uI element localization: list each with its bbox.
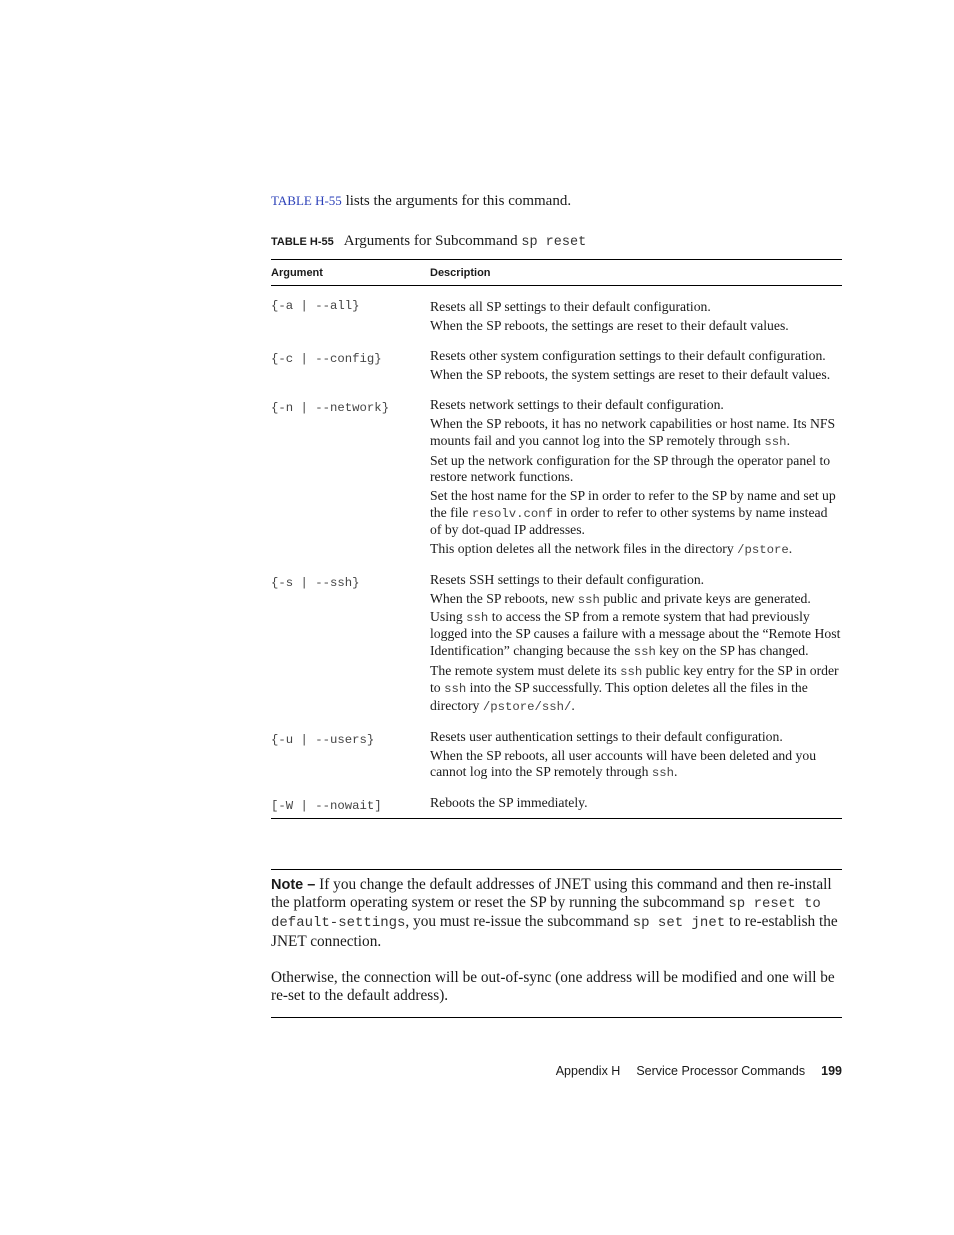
page-footer xyxy=(271,1064,842,1079)
description-cell xyxy=(430,792,842,819)
description-cell xyxy=(430,394,842,569)
description-paragraph xyxy=(430,397,842,414)
note-label: Note – xyxy=(271,877,316,893)
table-title-command: sp reset xyxy=(521,235,587,250)
description-text: Reboots the SP immediately. xyxy=(430,795,588,810)
description-cell xyxy=(430,726,842,793)
description-text: This option deletes all the network files in the directory xyxy=(430,541,738,556)
note-command-reset: sp reset to default-settings xyxy=(271,896,821,932)
description-text: to access the SP from a remote system that had previously logged into the SP causes a failure with a message about the “Remote Host Identification” changing because the xyxy=(430,608,841,658)
description-text: public and private keys are generated. Using xyxy=(430,591,811,624)
header-description: Description xyxy=(430,260,842,286)
description-text: When the SP reboots, the system settings are reset to their default values. xyxy=(430,367,831,382)
intro-text: lists the arguments for this command. xyxy=(341,193,572,209)
page-number: 199 xyxy=(821,1064,842,1078)
table-row xyxy=(271,792,842,819)
inline-code: ssh xyxy=(633,644,656,659)
description-text: . xyxy=(786,432,790,448)
note-paragraph-2: Otherwise, the connection will be out-of-sync (one address will be modified and one will be re-set to the default address). xyxy=(271,968,835,1005)
description-paragraph xyxy=(430,729,842,746)
argument-cell xyxy=(271,345,430,394)
table-body xyxy=(271,286,842,819)
table-row xyxy=(271,345,842,394)
argument-flag: {-c | --config} xyxy=(271,352,382,366)
description-text: When the SP reboots, it has no network capabilities or host name. Its NFS mounts fail and you cannot log into the SP remotely through xyxy=(430,416,836,448)
note-text: , you must re-issue the subcommand xyxy=(405,913,633,931)
description-text: Resets SSH settings to their default configuration. xyxy=(430,572,705,587)
description-text: public key entry for the SP in order to xyxy=(430,662,839,695)
description-paragraph xyxy=(430,488,842,539)
inline-code: ssh xyxy=(764,434,787,449)
description-paragraph xyxy=(430,318,842,335)
description-paragraph xyxy=(430,591,842,660)
description-paragraph xyxy=(430,367,842,384)
table-header-row xyxy=(271,260,842,286)
description-text: key on the SP has changed. xyxy=(655,642,809,658)
table-caption xyxy=(271,232,586,252)
description-paragraph xyxy=(430,299,842,316)
description-text: When the SP reboots, new xyxy=(430,591,578,606)
note-text: If you change the default addresses of JNET using this command and then re-install the platform operating system or reset the SP by running the subcommand xyxy=(271,876,832,912)
description-text: . xyxy=(674,764,678,779)
inline-code: ssh xyxy=(651,766,675,780)
note-command-jnet: sp set jnet xyxy=(632,915,726,932)
table-row xyxy=(271,394,842,569)
note-box xyxy=(271,869,842,1018)
description-text: into the SP successfully. This option deletes all the files in the directory xyxy=(430,680,808,713)
intro-sentence xyxy=(271,192,571,210)
table-label: TABLE H-55 xyxy=(271,236,334,248)
inline-code: ssh xyxy=(577,593,600,607)
argument-flag: {-a | --all} xyxy=(271,299,360,313)
description-cell xyxy=(430,286,842,346)
description-text: When the SP reboots, the settings are reset to their default values. xyxy=(430,318,789,333)
arguments-table xyxy=(271,259,842,819)
description-text: Resets all SP settings to their default configuration. xyxy=(430,299,711,314)
header-argument: Argument xyxy=(271,260,430,286)
description-cell xyxy=(430,569,842,726)
argument-cell xyxy=(271,792,430,819)
footer-chapter: Service Processor Commands xyxy=(636,1064,806,1078)
inline-code: /pstore/ssh/ xyxy=(482,699,572,714)
description-cell xyxy=(430,345,842,394)
description-paragraph xyxy=(430,416,842,450)
description-text: Set the host name for the SP in order to refer to the SP by name and set up the file xyxy=(430,488,836,520)
description-text: in order to refer to other systems by name instead of by dot-quad IP addresses. xyxy=(430,504,828,537)
argument-flag: [-W | --nowait] xyxy=(271,799,382,813)
argument-cell xyxy=(271,726,430,793)
argument-flag: {-s | --ssh} xyxy=(271,576,360,590)
argument-cell xyxy=(271,394,430,569)
table-row xyxy=(271,286,842,346)
note-paragraph xyxy=(271,876,842,951)
argument-cell xyxy=(271,569,430,726)
inline-code: /pstore xyxy=(737,543,789,557)
inline-code: ssh xyxy=(444,682,467,696)
description-text: Resets other system configuration settings to their default configuration. xyxy=(430,348,826,363)
description-text: Set up the network configuration for the SP through the operator panel to restore network functions. xyxy=(430,452,831,484)
inline-code: ssh xyxy=(620,664,643,679)
argument-flag: {-u | --users} xyxy=(271,732,375,747)
table-reference-link[interactable]: TABLE H-55 xyxy=(271,193,342,208)
inline-code: ssh xyxy=(466,610,489,625)
table-row xyxy=(271,726,842,793)
description-paragraph xyxy=(430,663,842,716)
inline-code: resolv.conf xyxy=(471,506,553,521)
table-row xyxy=(271,569,842,726)
description-text: . xyxy=(571,697,575,713)
description-paragraph xyxy=(430,453,842,486)
description-paragraph xyxy=(430,795,842,812)
description-paragraph xyxy=(430,541,842,559)
footer-appendix: Appendix H xyxy=(555,1064,621,1078)
description-text: When the SP reboots, all user accounts will have been deleted and you cannot log into the SP remotely through xyxy=(430,747,817,779)
argument-flag: {-n | --network} xyxy=(271,401,390,415)
description-paragraph xyxy=(430,748,842,782)
description-text: . xyxy=(788,541,793,556)
argument-cell xyxy=(271,286,430,346)
description-paragraph xyxy=(430,348,842,365)
table-title: Arguments for Subcommand xyxy=(343,233,522,249)
description-text: The remote system must delete its xyxy=(430,662,621,678)
note-text: to re-establish the JNET connection. xyxy=(271,913,838,950)
description-text: Resets user authentication settings to their default configuration. xyxy=(430,728,783,744)
description-paragraph xyxy=(430,572,842,589)
description-text: Resets network settings to their default configuration. xyxy=(430,397,724,412)
